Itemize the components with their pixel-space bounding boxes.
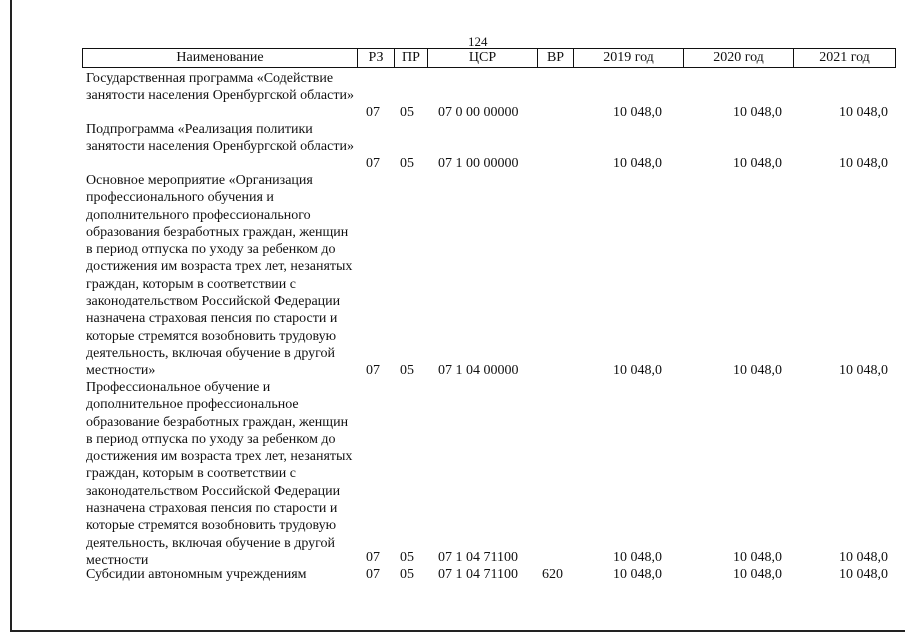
row-2-2020: 10 048,0 — [733, 156, 782, 171]
header-2020: 2020 год — [683, 49, 793, 67]
row-2-rz: 07 — [366, 156, 380, 171]
row-4-name: Профессиональное обучение и дополнительное профессиональное образование безработных граждан, женщин в период отпуска по уходу за ребенком до достижения им возраста трех лет, незанятых граждан, которым в соответствии с законодательством Российской Федерации назначена страховая пенсия по старости и которые стремятся возобновить трудовую деятельность, включая обучение в другой местности — [86, 380, 353, 568]
row-1-2021: 10 048,0 — [839, 105, 888, 120]
row-2-csr: 07 1 00 00000 — [438, 156, 519, 171]
row-2-2019: 10 048,0 — [613, 156, 662, 171]
row-1-2020: 10 048,0 — [733, 105, 782, 120]
page-border-bottom — [10, 630, 905, 632]
row-3-2019: 10 048,0 — [613, 363, 662, 378]
header-pr: ПР — [394, 49, 427, 67]
table-header — [82, 48, 896, 68]
row-5-csr: 07 1 04 71100 — [438, 567, 518, 582]
header-2019: 2019 год — [573, 49, 683, 67]
row-2-2021: 10 048,0 — [839, 156, 888, 171]
row-3-2020: 10 048,0 — [733, 363, 782, 378]
row-4-2021: 10 048,0 — [839, 550, 888, 565]
row-2-name: Подпрограмма «Реализация политики занятости населения Оренбургской области» — [86, 122, 354, 155]
row-1-rz: 07 — [366, 105, 380, 120]
page-number: 124 — [468, 34, 488, 49]
row-3-pr: 05 — [400, 363, 414, 378]
row-5-name: Субсидии автономным учреждениям — [86, 567, 307, 582]
row-1-name: Государственная программа «Содействие занятости населения Оренбургской области» — [86, 71, 354, 104]
row-4-rz: 07 — [366, 550, 380, 565]
row-5-rz: 07 — [366, 567, 380, 582]
row-5-2021: 10 048,0 — [839, 567, 888, 582]
header-2021: 2021 год — [793, 49, 895, 67]
header-rz: РЗ — [357, 49, 394, 67]
row-4-2020: 10 048,0 — [733, 550, 782, 565]
header-vr: ВР — [537, 49, 573, 67]
row-1-pr: 05 — [400, 105, 414, 120]
row-3-csr: 07 1 04 00000 — [438, 363, 519, 378]
row-1-csr: 07 0 00 00000 — [438, 105, 519, 120]
header-name: Наименование — [176, 50, 264, 65]
row-2-pr: 05 — [400, 156, 414, 171]
row-3-rz: 07 — [366, 363, 380, 378]
row-4-2019: 10 048,0 — [613, 550, 662, 565]
row-4-pr: 05 — [400, 550, 414, 565]
row-5-2020: 10 048,0 — [733, 567, 782, 582]
row-5-2019: 10 048,0 — [613, 567, 662, 582]
row-5-pr: 05 — [400, 567, 414, 582]
row-3-name: Основное мероприятие «Организация профессионального обучения и дополнительного профессионального образования безработных граждан, женщин в период отпуска по уходу за ребенком до достижения им возраста трех лет, незанятых граждан, которым в соответствии с законодательством Российской Федерации назначена страховая пенсия по старости и которые стремятся возобновить трудовую деятельность, включая обучение в другой местности» — [86, 173, 353, 379]
page-border-left — [10, 0, 12, 631]
row-4-csr: 07 1 04 71100 — [438, 550, 518, 565]
row-3-2021: 10 048,0 — [839, 363, 888, 378]
row-5-vr: 620 — [542, 567, 563, 582]
row-1-2019: 10 048,0 — [613, 105, 662, 120]
header-csr: ЦСР — [427, 49, 537, 67]
